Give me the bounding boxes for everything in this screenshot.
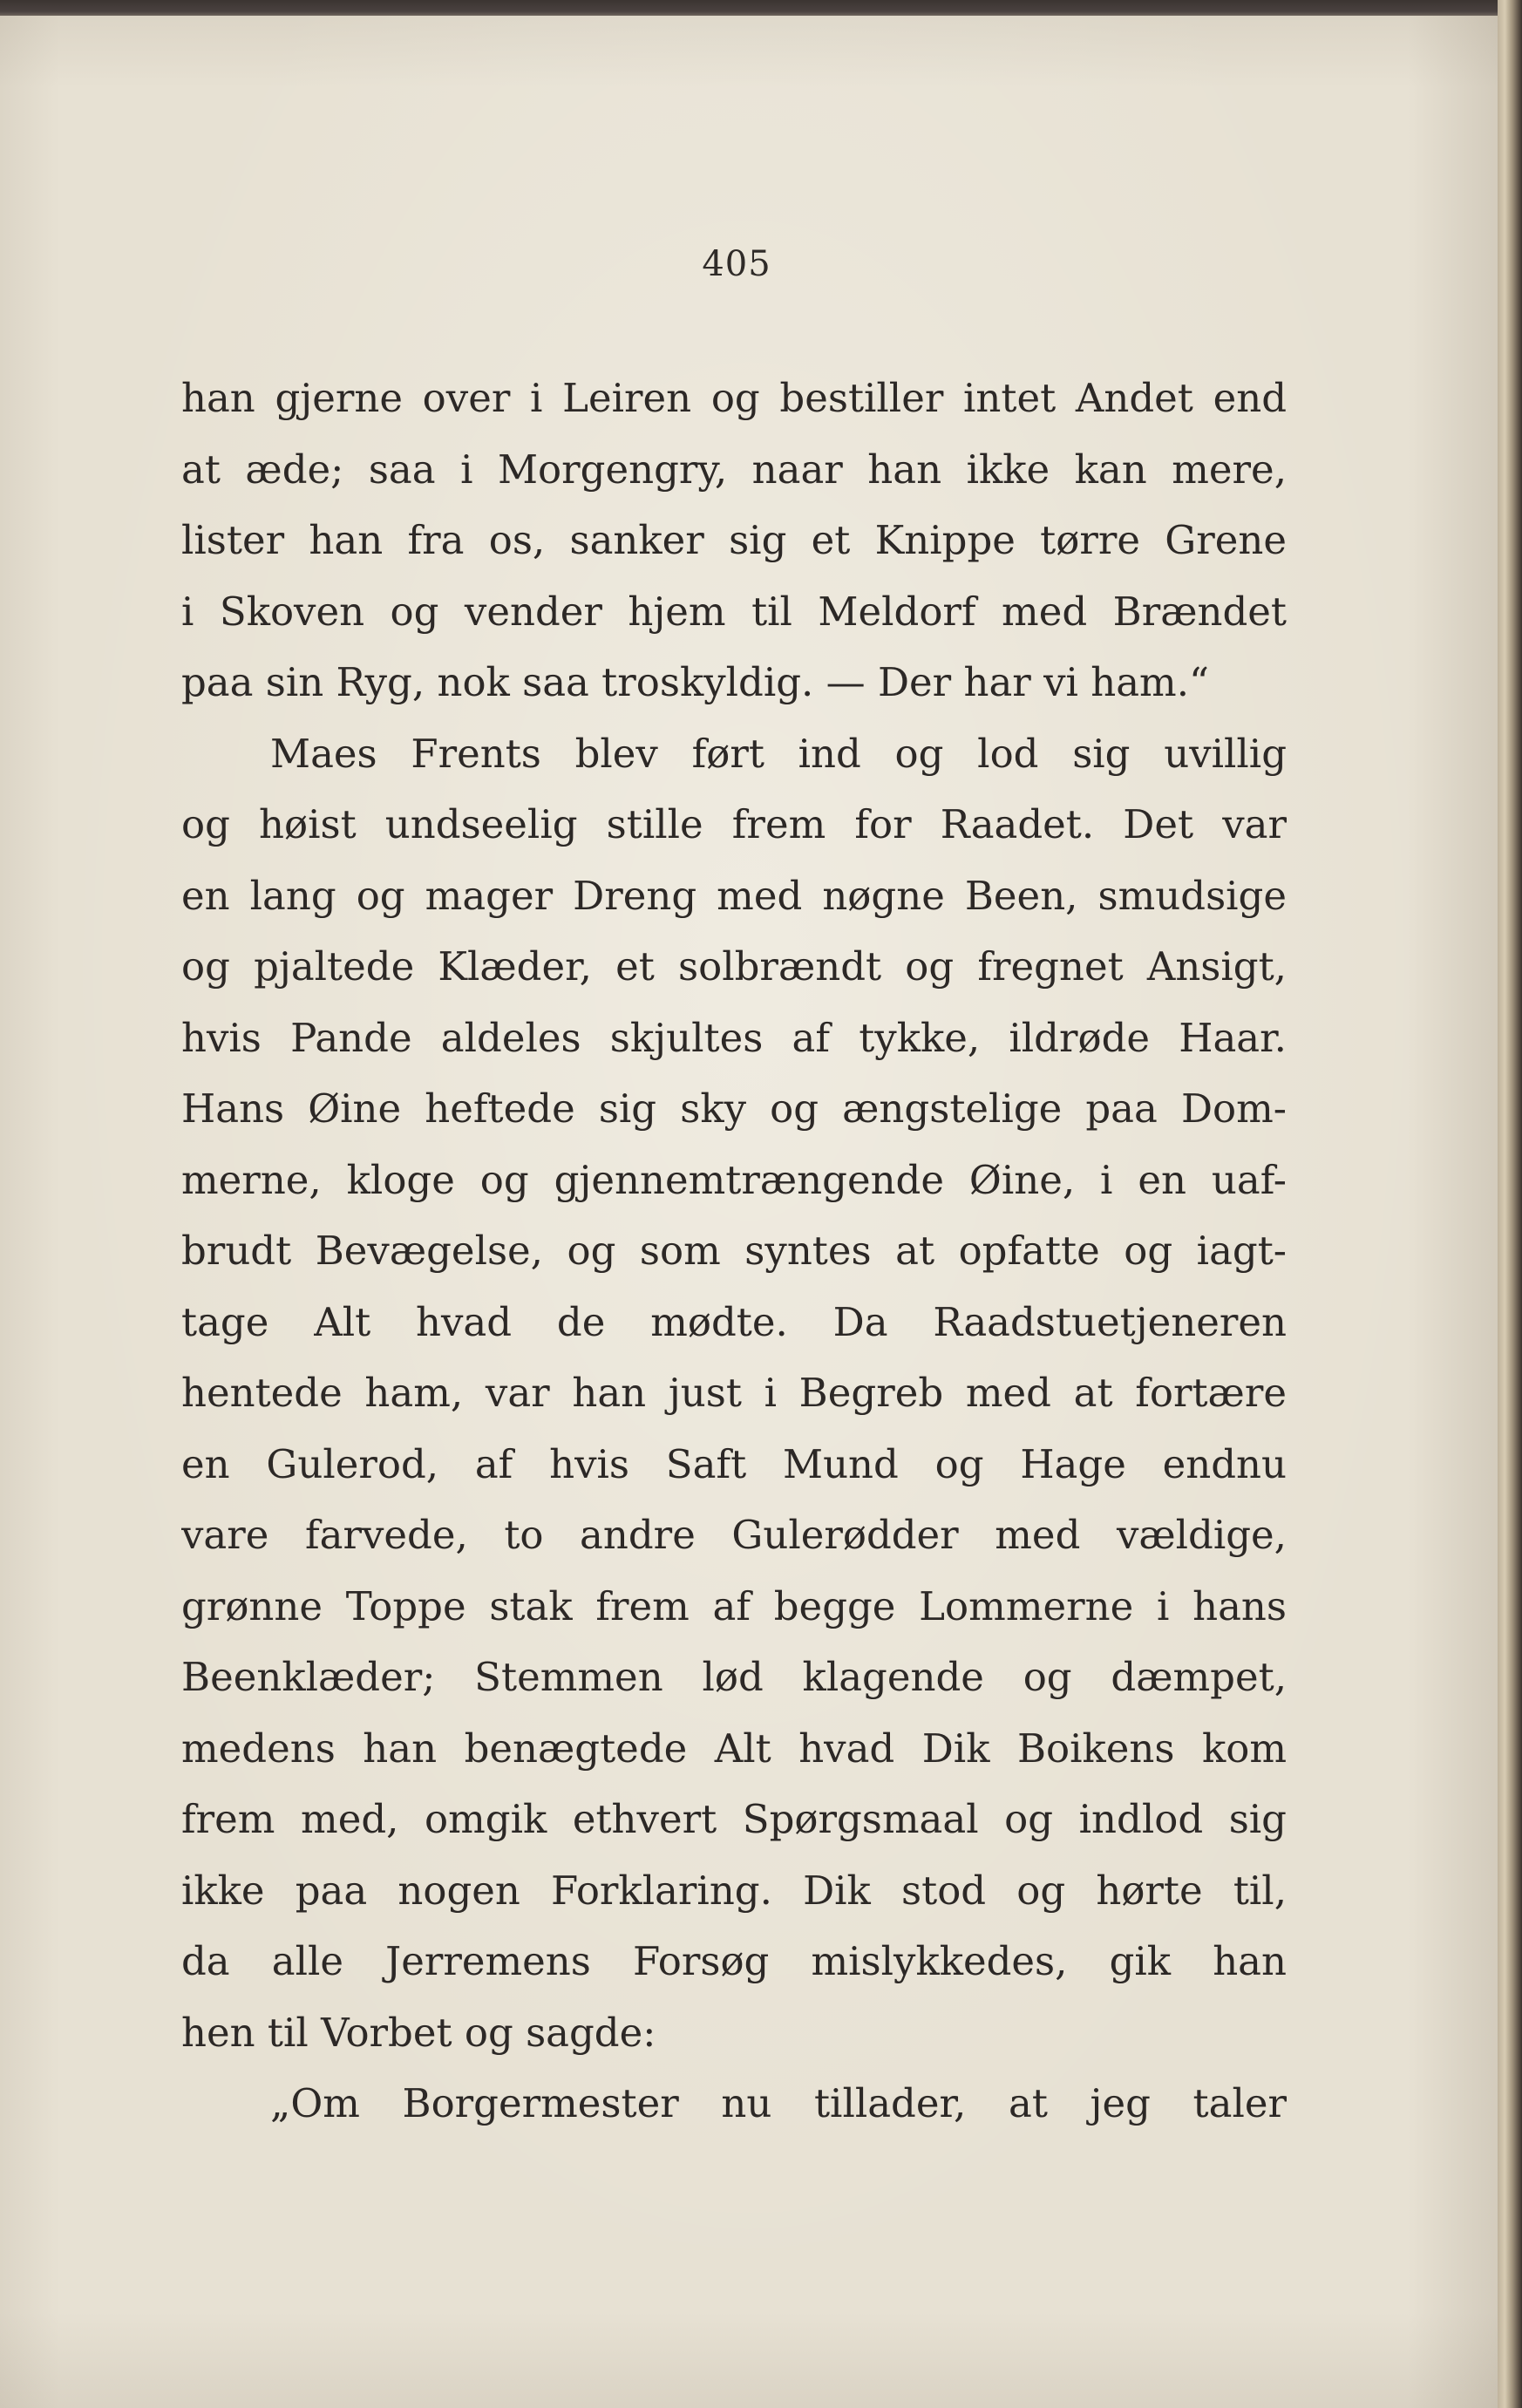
text-line: paa sin Ryg, nok saa troskyldig. — Der har vi ham.“	[181, 659, 1210, 705]
text-line: da alle Jerremens Forsøg mislykkedes, gik han	[181, 1938, 1287, 1984]
book-spine-edge	[1498, 0, 1522, 2408]
text-line: medens han benægtede Alt hvad Dik Boikens kom	[181, 1724, 1287, 1772]
text-line: ikke paa nogen Forklaring. Dik stod og hørte til,	[181, 1867, 1287, 1914]
text-line: frem med, omgik ethvert Spørgsmaal og indlod sig	[181, 1796, 1287, 1842]
text-line: brudt Bevægelse, og som syntes at opfatte og iagt-	[181, 1228, 1287, 1274]
text-line: Hans Øine heftede sig sky og ængstelige paa Dom-	[181, 1085, 1287, 1132]
text-line: hvis Pande aldeles skjultes af tykke, ildrøde Haar.	[181, 1014, 1287, 1061]
text-line: en Gulerod, af hvis Saft Mund og Hage endnu	[181, 1440, 1287, 1487]
text-line: „Om Borgermester nu tillader, at jeg taler	[270, 2080, 1287, 2126]
page-number: 405	[702, 244, 771, 284]
text-line: og pjaltede Klæder, et solbrændt og fregnet Ansigt,	[181, 943, 1287, 990]
body-text	[181, 363, 1287, 2139]
text-line: at æde; saa i Morgengry, naar han ikke kan mere,	[181, 446, 1287, 493]
text-line: i Skoven og vender hjem til Meldorf med Brændet	[181, 588, 1287, 635]
text-line: hentede ham, var han just i Begreb med at fortære	[181, 1370, 1287, 1416]
text-line: han gjerne over i Leiren og bestiller intet Andet end	[181, 375, 1287, 421]
text-line: grønne Toppe stak frem af begge Lommerne i hans	[181, 1582, 1287, 1629]
text-line: Maes Frents blev ført ind og lod sig uvillig	[270, 730, 1287, 777]
text-line: vare farvede, to andre Gulerødder med vældige,	[181, 1512, 1287, 1558]
text-line: lister han fra os, sanker sig et Knippe tørre Grene	[181, 517, 1287, 563]
text-line: merne, kloge og gjennemtrængende Øine, i en uaf-	[181, 1156, 1287, 1203]
text-line: hen til Vorbet og sagde:	[181, 2009, 656, 2056]
text-line: tage Alt hvad de mødte. Da Raadstuetjeneren	[181, 1298, 1287, 1345]
text-line: en lang og mager Dreng med nøgne Been, smudsige	[181, 872, 1287, 919]
text-line: Beenklæder; Stemmen lød klagende og dæmpet,	[181, 1654, 1287, 1700]
text-line: og høist undseelig stille frem for Raadet. Det var	[181, 801, 1287, 847]
book-page	[0, 16, 1498, 2408]
